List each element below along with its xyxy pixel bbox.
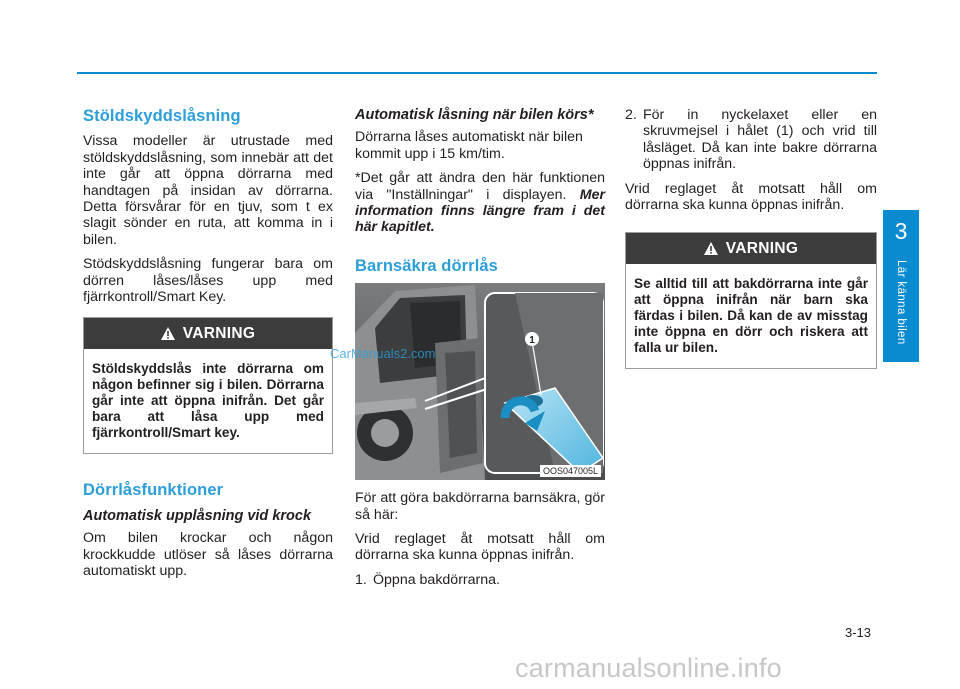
settings-note-plain: *Det går att ändra den här funktionen via "Inställningar" i displayen. <box>355 170 605 203</box>
warning-triangle-icon <box>161 327 175 340</box>
chapter-tab <box>883 210 919 362</box>
heading-anti-theft: Stöldskyddslåsning <box>83 107 241 125</box>
step-1-number: 1. <box>355 571 367 588</box>
settings-note <box>355 170 605 236</box>
watermark-small: CarManuals2.com <box>330 346 436 361</box>
warning-title-2: VARNING <box>725 239 799 257</box>
page-number: 3-13 <box>845 625 872 640</box>
warning-box-anti-theft <box>83 317 333 454</box>
top-rule <box>77 72 877 74</box>
heading-child-lock: Barnsäkra dörrlås <box>355 256 498 275</box>
callout-number: 1 <box>529 335 535 347</box>
warning-title: VARNING <box>182 324 256 342</box>
step-2-number: 2. <box>625 107 637 123</box>
step-1-text: Öppna bakdörrarna. <box>373 571 500 588</box>
chapter-number: 3 <box>894 218 908 244</box>
auto-lock-text: Dörrarna låses automatiskt när bilen kommit upp i 15 km/tim. <box>355 129 583 162</box>
child-lock-paragraph-2: Vrid reglaget åt motsatt håll om dörrarna ska kunna öppnas inifrån. <box>355 531 605 564</box>
column-left <box>83 108 333 588</box>
step-2 <box>625 107 877 173</box>
warning-text-2: Se alltid till att bakdörrarna inte går att öppna inifrån när barn ska färdas i bilen. Då kan de av misstag inte öppna en dörr och riskera att falla ur bilen. <box>634 276 868 356</box>
heading-lock-functions: Dörrlåsfunktioner <box>83 481 224 500</box>
subheading-auto-lock: Automatisk låsning när bilen körs* <box>355 107 594 123</box>
warning-header-2 <box>626 233 876 264</box>
child-lock-illustration <box>355 283 605 480</box>
warning-text: Stöldskyddslås inte dörrarna om någon befinner sig i bilen. Dörrarna går inte att öppna inifrån. Det går bara att låsa upp med fjärrkontroll/Smart key. <box>92 361 324 441</box>
child-lock-paragraph-3: Vrid reglaget åt motsatt håll om dörrarna ska kunna öppnas inifrån. <box>625 180 877 214</box>
column-right <box>625 107 877 369</box>
anti-theft-paragraph-2: Stödskyddslåsning fungerar bara om dörren låses/låses upp med fjärrkontroll/Smart Key. <box>83 256 333 306</box>
warning-box-child-lock <box>625 232 877 369</box>
chapter-label: Lär känna bilen <box>895 260 907 345</box>
child-lock-paragraph-1: För att göra bakdörrarna barnsäkra, gör så här: <box>355 490 605 523</box>
illustration-caption: OOS047005L <box>540 465 601 477</box>
anti-theft-paragraph-1: Vissa modeller är utrustade med stöldskyddslåsning, som innebär att det inte går att öppna dörrarna med handtagen på insidan av dörrarna. Detta försvårar för en tjuv, som t ex slagit sönder en ruta, att komma in i bilen. <box>83 133 333 248</box>
crash-unlock-text: Om bilen krockar och någon krockkudde utlöser så låses dörrarna automatiskt upp. <box>83 530 333 580</box>
warning-header <box>84 318 332 349</box>
step-2-text: För in nyckelaxet eller en skruvmejsel i hålet (1) och vrid till låsläget. Då kan inte bakre dörrarna öppnas inifrån. <box>643 107 877 173</box>
settings-note-italic: Mer information finns längre fram i det här kapitlet. <box>355 186 605 236</box>
child-lock-drawing <box>355 283 605 480</box>
watermark-large: carmanualsonline.info <box>515 653 782 683</box>
step-1 <box>355 572 605 588</box>
warning-triangle-icon <box>704 242 718 255</box>
subheading-crash-unlock: Automatisk upplåsning vid krock <box>83 507 312 524</box>
